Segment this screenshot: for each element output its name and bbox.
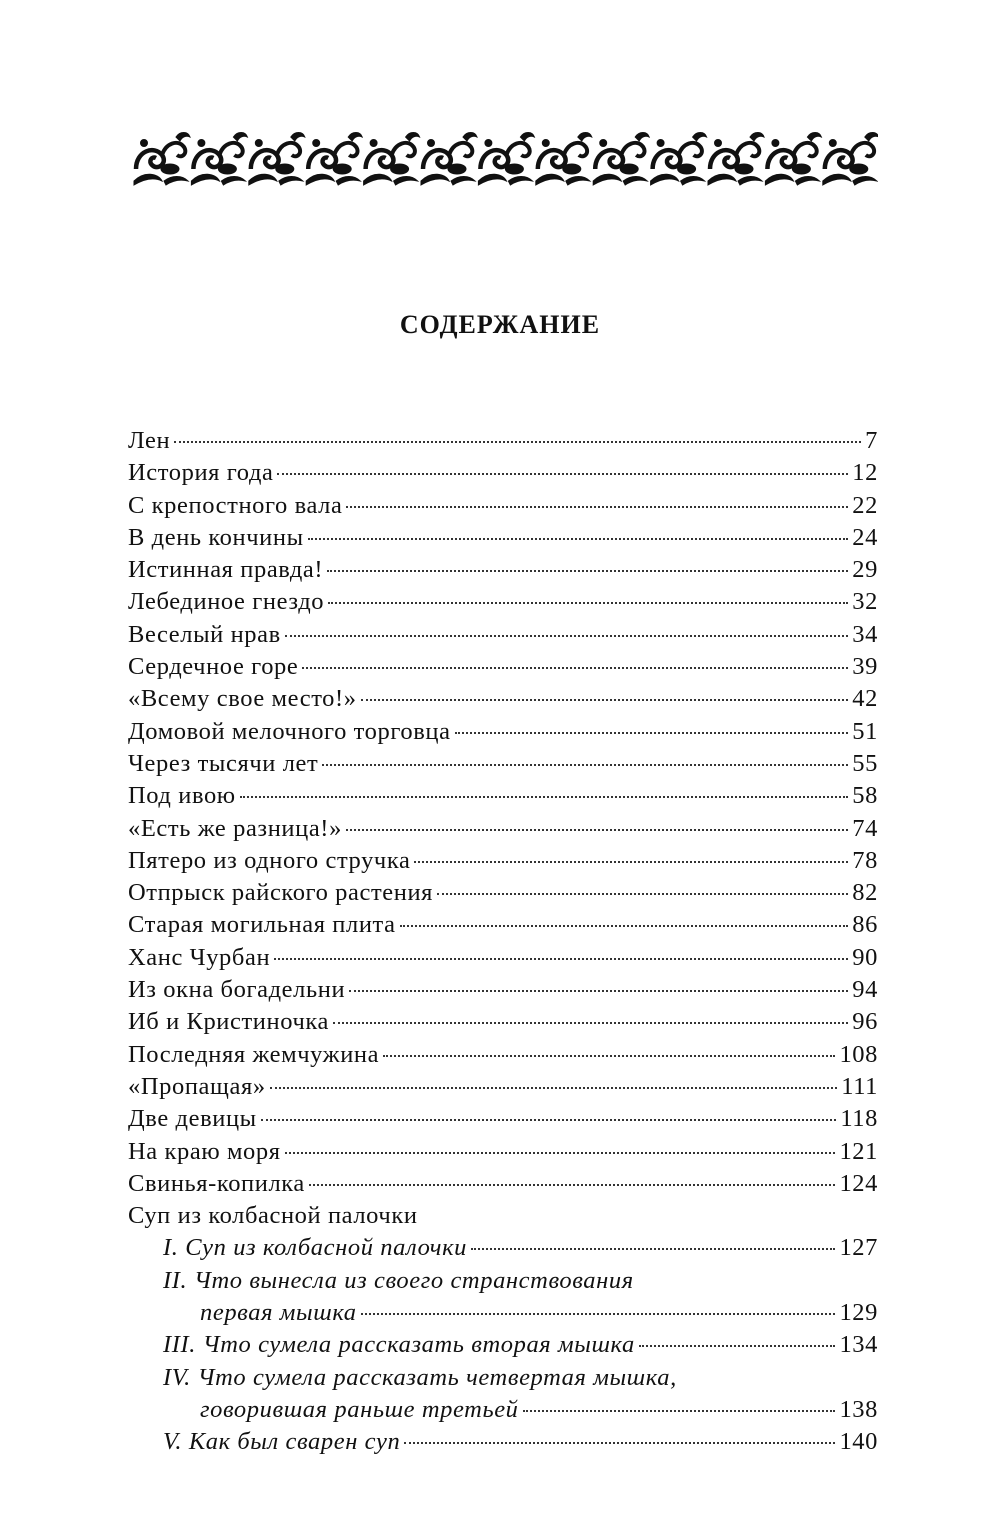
toc-entry-page-number: 121 bbox=[839, 1137, 878, 1165]
toc-entry-title: I. Суп из колбасной палочки bbox=[163, 1234, 468, 1262]
toc-entry bbox=[128, 974, 878, 1006]
toc-entry-page-number: 138 bbox=[839, 1395, 878, 1423]
toc-entry bbox=[128, 457, 878, 489]
dot-leader bbox=[333, 1022, 848, 1024]
toc-entry bbox=[128, 748, 878, 780]
toc-entry bbox=[128, 1362, 878, 1394]
vine-motif bbox=[421, 133, 477, 186]
dot-leader bbox=[471, 1248, 835, 1250]
toc-entry-title: Ханс Чурбан bbox=[128, 943, 271, 971]
dot-leader bbox=[349, 990, 848, 992]
toc-entry-title: Лен bbox=[128, 427, 171, 454]
toc-entry bbox=[128, 619, 878, 651]
toc-entry bbox=[128, 586, 878, 618]
toc-entry-page-number: 90 bbox=[852, 943, 878, 971]
toc-entry bbox=[128, 683, 878, 715]
dot-leader bbox=[327, 570, 848, 572]
vine-motif bbox=[651, 133, 707, 186]
toc-entry bbox=[128, 1168, 878, 1200]
dot-leader bbox=[322, 764, 848, 766]
toc-entry-title: Пятеро из одного стручка bbox=[128, 846, 411, 874]
dot-leader bbox=[302, 667, 848, 669]
toc-entry bbox=[128, 1265, 878, 1297]
toc-entry-title: первая мышка bbox=[200, 1299, 357, 1327]
toc-entry-title: Последняя жемчужина bbox=[128, 1040, 380, 1068]
dot-leader bbox=[361, 1313, 836, 1315]
vine-motif bbox=[191, 133, 247, 186]
decorative-vine-border bbox=[132, 127, 878, 189]
toc-entry-title: IV. Что сумела рассказать четвертая мышка, bbox=[163, 1363, 677, 1391]
toc-entry bbox=[128, 845, 878, 877]
dot-leader bbox=[277, 473, 848, 475]
dot-leader bbox=[174, 441, 861, 443]
toc-entry-page-number: 108 bbox=[839, 1040, 878, 1068]
table-of-contents bbox=[128, 425, 878, 1459]
toc-entry-title: Истинная правда! bbox=[128, 556, 324, 584]
toc-entry-page-number: 12 bbox=[852, 459, 878, 487]
toc-entry bbox=[128, 1103, 878, 1135]
toc-entry-page-number: 32 bbox=[852, 588, 878, 616]
toc-entry-page-number: 51 bbox=[852, 717, 878, 745]
vine-motif bbox=[364, 133, 420, 186]
toc-entry bbox=[128, 1200, 878, 1232]
dot-leader bbox=[414, 861, 848, 863]
toc-entry-title: Лебединое гнездо bbox=[128, 588, 325, 616]
toc-entry bbox=[128, 1039, 878, 1071]
vine-motif bbox=[306, 133, 362, 186]
toc-entry-page-number: 129 bbox=[839, 1299, 878, 1327]
toc-entry-page-number: 24 bbox=[852, 523, 878, 551]
toc-entry-title: Через тысячи лет bbox=[128, 749, 319, 777]
toc-entry-title: «Пропащая» bbox=[128, 1072, 266, 1100]
toc-entry-title: Домовой мелочного торговца bbox=[128, 717, 451, 745]
toc-entry bbox=[128, 909, 878, 941]
toc-entry-page-number: 58 bbox=[852, 782, 878, 810]
dot-leader bbox=[261, 1119, 837, 1121]
toc-entry-title: II. Что вынесла из своего странствования bbox=[163, 1266, 634, 1294]
dot-leader bbox=[240, 796, 849, 798]
toc-entry bbox=[128, 1136, 878, 1168]
toc-entry-title: Веселый нрав bbox=[128, 620, 281, 648]
toc-entry-title: «Всему свое место!» bbox=[128, 685, 357, 713]
dot-leader bbox=[383, 1055, 835, 1057]
dot-leader bbox=[523, 1410, 836, 1412]
toc-entry-page-number: 29 bbox=[852, 556, 878, 584]
vine-motif bbox=[134, 133, 190, 186]
toc-entry-page-number: 127 bbox=[839, 1234, 878, 1262]
dot-leader bbox=[308, 538, 849, 540]
vine-motif bbox=[249, 133, 305, 186]
toc-entry bbox=[128, 1006, 878, 1038]
toc-entry-title: Старая могильная плита bbox=[128, 911, 396, 939]
toc-entry-title: Сердечное горе bbox=[128, 653, 299, 681]
dot-leader bbox=[400, 925, 849, 927]
dot-leader bbox=[455, 732, 849, 734]
toc-entry bbox=[128, 425, 878, 457]
dot-leader bbox=[437, 893, 848, 895]
toc-entry bbox=[128, 1426, 878, 1458]
toc-entry bbox=[128, 716, 878, 748]
toc-entry-title: Под ивою bbox=[128, 782, 236, 810]
toc-entry bbox=[128, 942, 878, 974]
toc-entry-page-number: 22 bbox=[852, 491, 878, 519]
toc-entry-page-number: 55 bbox=[852, 749, 878, 777]
toc-entry-page-number: 96 bbox=[852, 1008, 878, 1036]
toc-entry bbox=[128, 522, 878, 554]
page-title: СОДЕРЖАНИЕ bbox=[399, 310, 601, 339]
toc-entry-title: Иб и Кристиночка bbox=[128, 1008, 329, 1036]
dot-leader bbox=[270, 1087, 838, 1089]
toc-entry-page-number: 134 bbox=[839, 1331, 878, 1359]
toc-entry bbox=[128, 1394, 878, 1426]
toc-entry-title: V. Как был сварен суп bbox=[163, 1428, 401, 1456]
toc-entry-page-number: 74 bbox=[852, 814, 878, 842]
toc-entry bbox=[128, 780, 878, 812]
toc-entry-page-number: 118 bbox=[840, 1105, 878, 1133]
vine-motif bbox=[765, 133, 821, 186]
toc-entry bbox=[128, 490, 878, 522]
toc-entry-page-number: 86 bbox=[852, 911, 878, 939]
dot-leader bbox=[285, 1152, 836, 1154]
vine-motif bbox=[536, 133, 592, 186]
toc-entry-page-number: 7 bbox=[865, 427, 878, 454]
toc-entry-title: III. Что сумела рассказать вторая мышка bbox=[163, 1331, 635, 1359]
dot-leader bbox=[404, 1442, 835, 1444]
vine-motif bbox=[708, 133, 764, 186]
toc-entry bbox=[128, 813, 878, 845]
toc-entry-page-number: 34 bbox=[852, 620, 878, 648]
toc-entry-title: «Есть же разница!» bbox=[128, 814, 342, 842]
dot-leader bbox=[346, 506, 848, 508]
toc-entry-title: Две девицы bbox=[128, 1105, 257, 1133]
toc-entry bbox=[128, 1071, 878, 1103]
toc-entry-title: Из окна богадельни bbox=[128, 976, 346, 1004]
toc-entry-title: С крепостного вала bbox=[128, 491, 343, 519]
toc-entry-title: На краю моря bbox=[128, 1137, 281, 1165]
dot-leader bbox=[274, 958, 848, 960]
vine-motif bbox=[823, 133, 878, 186]
toc-entry-title: В день кончины bbox=[128, 523, 304, 551]
toc-entry-page-number: 124 bbox=[839, 1169, 878, 1197]
dot-leader bbox=[346, 829, 848, 831]
toc-entry-title: говорившая раньше третьей bbox=[200, 1395, 519, 1423]
toc-entry-page-number: 39 bbox=[852, 653, 878, 681]
toc-entry bbox=[128, 877, 878, 909]
toc-entry-title: Суп из колбасной палочки bbox=[128, 1202, 418, 1230]
toc-entry bbox=[128, 1297, 878, 1329]
dot-leader bbox=[328, 602, 848, 604]
toc-entry bbox=[128, 1232, 878, 1264]
toc-entry-title: Свинья-копилка bbox=[128, 1169, 305, 1197]
dot-leader bbox=[361, 699, 849, 701]
dot-leader bbox=[285, 635, 848, 637]
toc-entry-page-number: 78 bbox=[852, 846, 878, 874]
toc-entry-page-number: 140 bbox=[839, 1428, 878, 1456]
toc-entry-page-number: 42 bbox=[852, 685, 878, 713]
vine-motif bbox=[478, 133, 534, 186]
dot-leader bbox=[639, 1345, 836, 1347]
toc-entry-page-number: 82 bbox=[852, 879, 878, 907]
dot-leader bbox=[309, 1184, 836, 1186]
toc-entry-title: Отпрыск райского растения bbox=[128, 879, 434, 907]
vine-motif bbox=[593, 133, 649, 186]
toc-entry-page-number: 94 bbox=[852, 976, 878, 1004]
toc-entry-page-number: 111 bbox=[841, 1072, 878, 1100]
toc-entry bbox=[128, 1329, 878, 1361]
toc-entry-title: История года bbox=[128, 459, 274, 487]
toc-entry bbox=[128, 651, 878, 683]
toc-entry bbox=[128, 554, 878, 586]
